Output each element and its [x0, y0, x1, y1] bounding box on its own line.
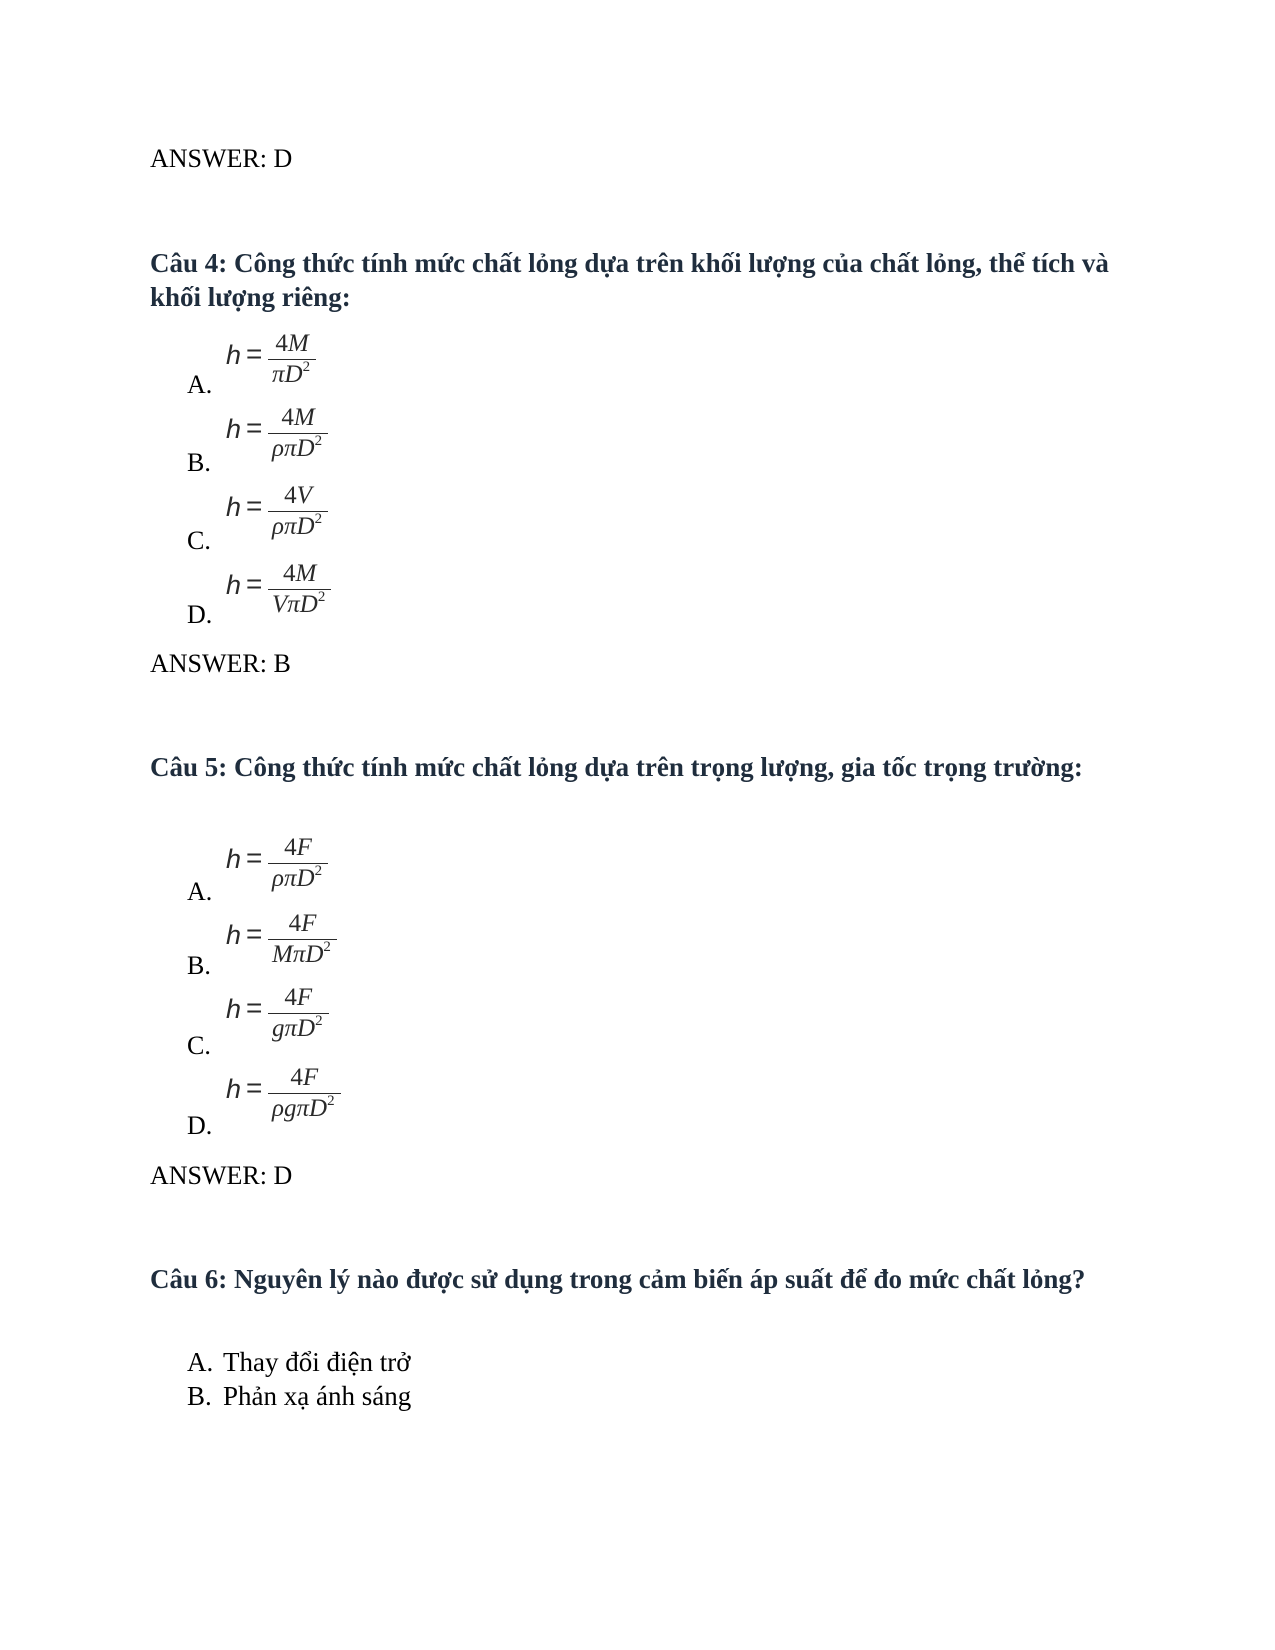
formula-lhs: h: [226, 994, 242, 1024]
formula-numerator: 4F: [290, 1064, 319, 1091]
formula-numerator: 4M: [283, 560, 317, 587]
formula-denominator: gπD$^2$: [272, 1013, 323, 1042]
formula-numerator: 4F: [288, 910, 317, 937]
formula-equals: =: [246, 918, 263, 949]
answer-line-q4: ANSWER: B: [150, 649, 291, 678]
formula-denominator: MπD$^2$: [272, 939, 331, 968]
formula-fraction: [268, 834, 328, 894]
formula-fraction: [268, 984, 329, 1044]
question-6-title: Câu 6: Nguyên lý nào được sử dụng trong cảm biến áp suất để đo mức chất lỏng?: [150, 1264, 1086, 1294]
q6-option-a-label: A.: [187, 1347, 214, 1377]
q4-option-c-label: C.: [187, 526, 211, 555]
formula-equals: =: [246, 992, 263, 1023]
formula-fraction: [268, 1064, 341, 1124]
q4-option-b-label: B.: [187, 448, 211, 477]
formula-numerator: 4M: [275, 330, 309, 357]
q6-option-a-text: Thay đổi điện trở: [223, 1347, 411, 1377]
answer-line-q5: ANSWER: D: [150, 1161, 293, 1190]
formula-numerator: 4M: [281, 404, 315, 431]
formula-fraction: [268, 560, 331, 620]
formula-denominator: $\pi D^2$: [272, 359, 311, 388]
q4-option-a-label: A.: [187, 370, 213, 399]
formula-equals: =: [246, 338, 263, 369]
formula-fraction: [268, 482, 328, 542]
q5-option-d-label: D.: [187, 1111, 213, 1140]
formula-lhs: h: [226, 414, 242, 444]
formula-fraction: [268, 910, 337, 970]
formula-equals: =: [246, 490, 263, 521]
formula-lhs: h: [226, 1074, 242, 1104]
formula-equals: =: [246, 568, 263, 599]
answer-line-previous: ANSWER: D: [150, 144, 293, 173]
q5-option-a-label: A.: [187, 877, 213, 906]
q4-option-d-label: D.: [187, 600, 213, 629]
q5-option-c-label: C.: [187, 1031, 211, 1060]
question-5-title: Câu 5: Công thức tính mức chất lỏng dựa trên trọng lượng, gia tốc trọng trường:: [150, 752, 1083, 782]
formula-fraction: [268, 404, 328, 464]
question-4-title: Câu 4: Công thức tính mức chất lỏng dựa trên khối lượng của chất lỏng, thể tích và khối lượng riêng:: [150, 248, 1109, 312]
formula-lhs: h: [226, 492, 242, 522]
formula-equals: =: [246, 1072, 263, 1103]
formula-lhs: h: [226, 844, 242, 874]
formula-lhs: h: [226, 340, 242, 370]
formula-denominator: ρπD$^2$: [272, 433, 323, 462]
formula-lhs: h: [226, 920, 242, 950]
formula-numerator: 4F: [284, 984, 313, 1011]
q6-option-b: [187, 1380, 411, 1412]
formula-numerator: 4F: [284, 834, 312, 861]
formula-denominator: ρgπD$^2$: [272, 1093, 335, 1122]
q6-option-a: [187, 1346, 410, 1378]
formula-lhs: h: [226, 570, 242, 600]
formula-denominator: ρπD$^2$: [272, 863, 323, 892]
formula-denominator: ρπD$^2$: [272, 511, 323, 540]
formula-equals: =: [246, 842, 263, 873]
q6-option-b-label: B.: [187, 1381, 212, 1411]
formula-equals: =: [246, 412, 263, 443]
q6-option-b-text: Phản xạ ánh sáng: [223, 1381, 412, 1411]
formula-fraction: [268, 330, 316, 390]
formula-denominator: VπD$^2$: [272, 589, 326, 618]
q5-option-b-label: B.: [187, 951, 211, 980]
formula-numerator: 4V: [284, 482, 312, 509]
